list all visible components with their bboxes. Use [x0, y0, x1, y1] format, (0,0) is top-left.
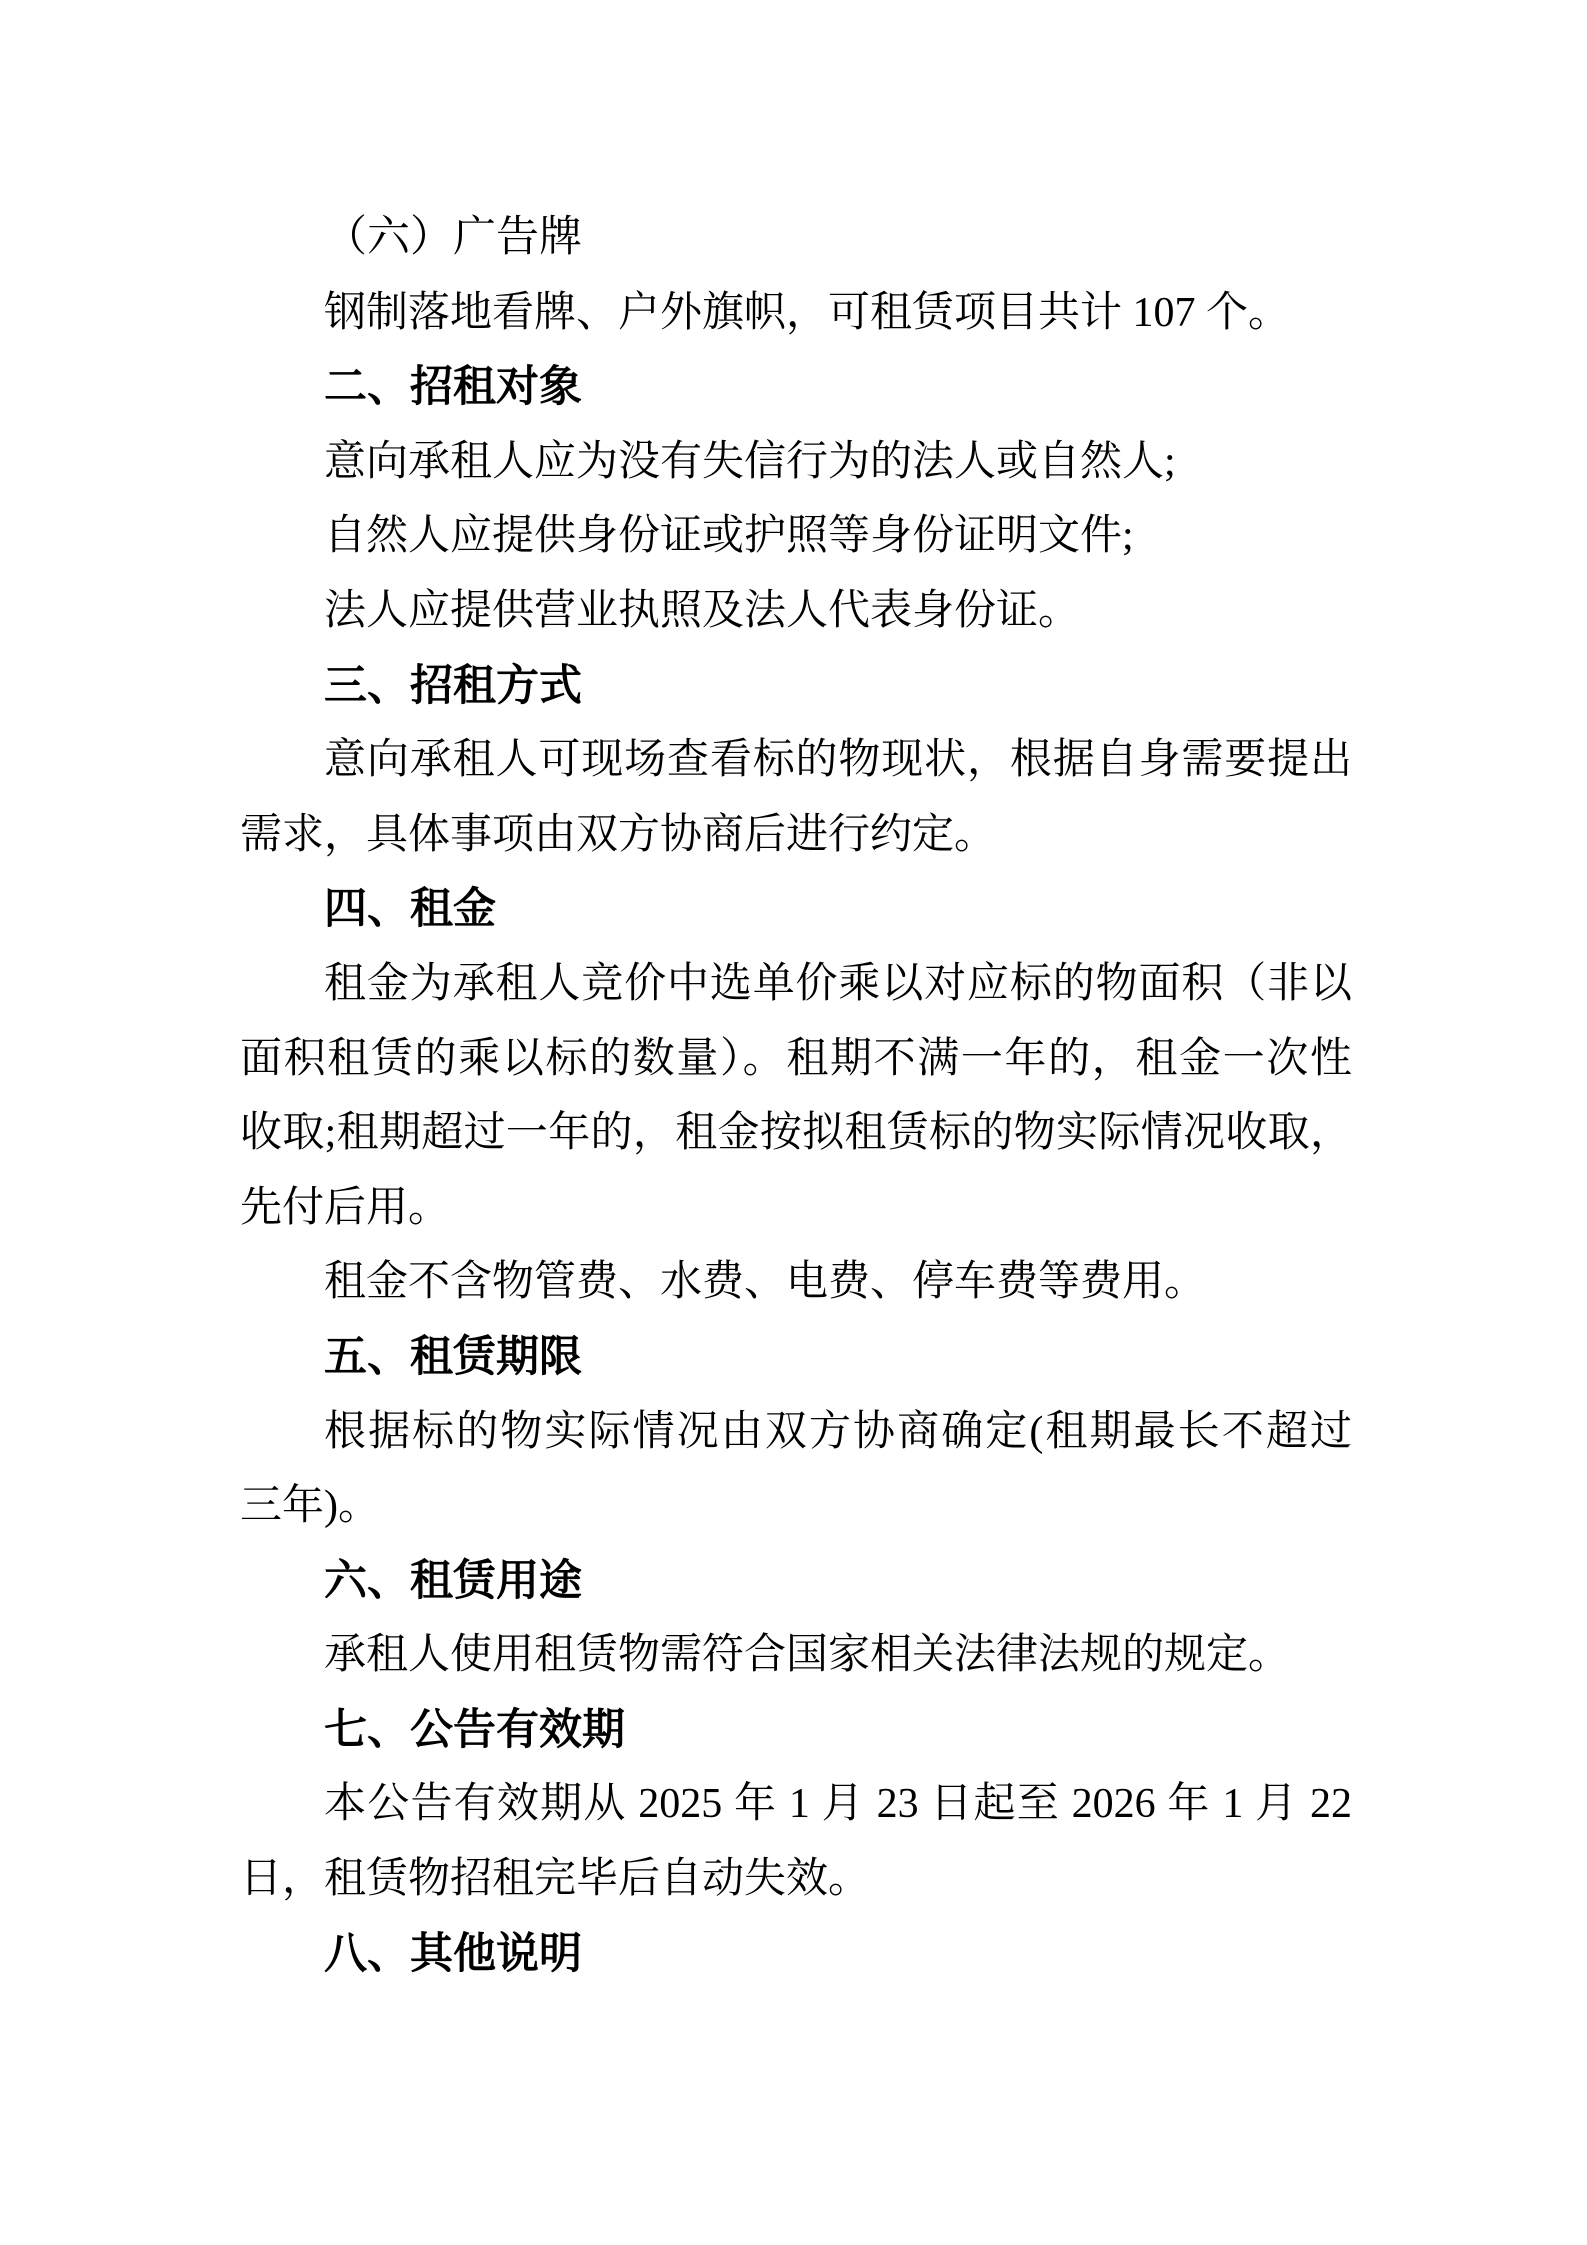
sub-heading: （六）广告牌	[324, 214, 582, 261]
section-heading: 二、招租对象	[324, 363, 582, 412]
body-text-line: 先付后用。	[240, 1184, 451, 1231]
body-text-line: 收取;租期超过一年的，租金按拟租赁标的物实际情况收取，	[240, 1110, 1352, 1157]
body-text-line: 承租人使用租赁物需符合国家相关法律法规的规定。	[324, 1632, 1291, 1679]
body-text-line: 三年)。	[240, 1483, 380, 1530]
section-heading: 三、招租方式	[324, 661, 582, 710]
body-text-line: 面积租赁的乘以标的数量）。租期不满一年的，租金一次性	[240, 1035, 1352, 1082]
body-text-line: 法人应提供营业执照及法人代表身份证。	[324, 587, 1081, 634]
body-text-line: 日，租赁物招租完毕后自动失效。	[240, 1856, 871, 1903]
document-text-block	[240, 201, 1352, 1991]
section-heading: 八、其他说明	[324, 1929, 582, 1978]
body-text-line: 自然人应提供身份证或护照等身份证明文件;	[324, 513, 1134, 560]
body-text-line: 意向承租人应为没有失信行为的法人或自然人;	[324, 438, 1176, 485]
body-text-line: 需求，具体事项由双方协商后进行约定。	[240, 811, 997, 858]
section-heading: 五、租赁期限	[324, 1332, 582, 1381]
body-text-line: 根据标的物实际情况由双方协商确定(租期最长不超过	[324, 1408, 1352, 1455]
section-heading: 四、租金	[324, 885, 496, 934]
body-text-line: 本公告有效期从 2025 年 1 月 23 日起至 2026 年 1 月 22	[324, 1781, 1352, 1828]
section-heading: 七、公告有效期	[324, 1705, 625, 1754]
body-text-line: 意向承租人可现场查看标的物现状，根据自身需要提出	[324, 737, 1352, 784]
section-heading: 六、租赁用途	[324, 1556, 582, 1605]
body-text-line: 租金为承租人竞价中选单价乘以对应标的物面积（非以	[324, 960, 1352, 1007]
body-text-line: 租金不含物管费、水费、电费、停车费等费用。	[324, 1259, 1207, 1306]
body-text-line: 钢制落地看牌、户外旗帜，可租赁项目共计 107 个。	[324, 289, 1291, 336]
